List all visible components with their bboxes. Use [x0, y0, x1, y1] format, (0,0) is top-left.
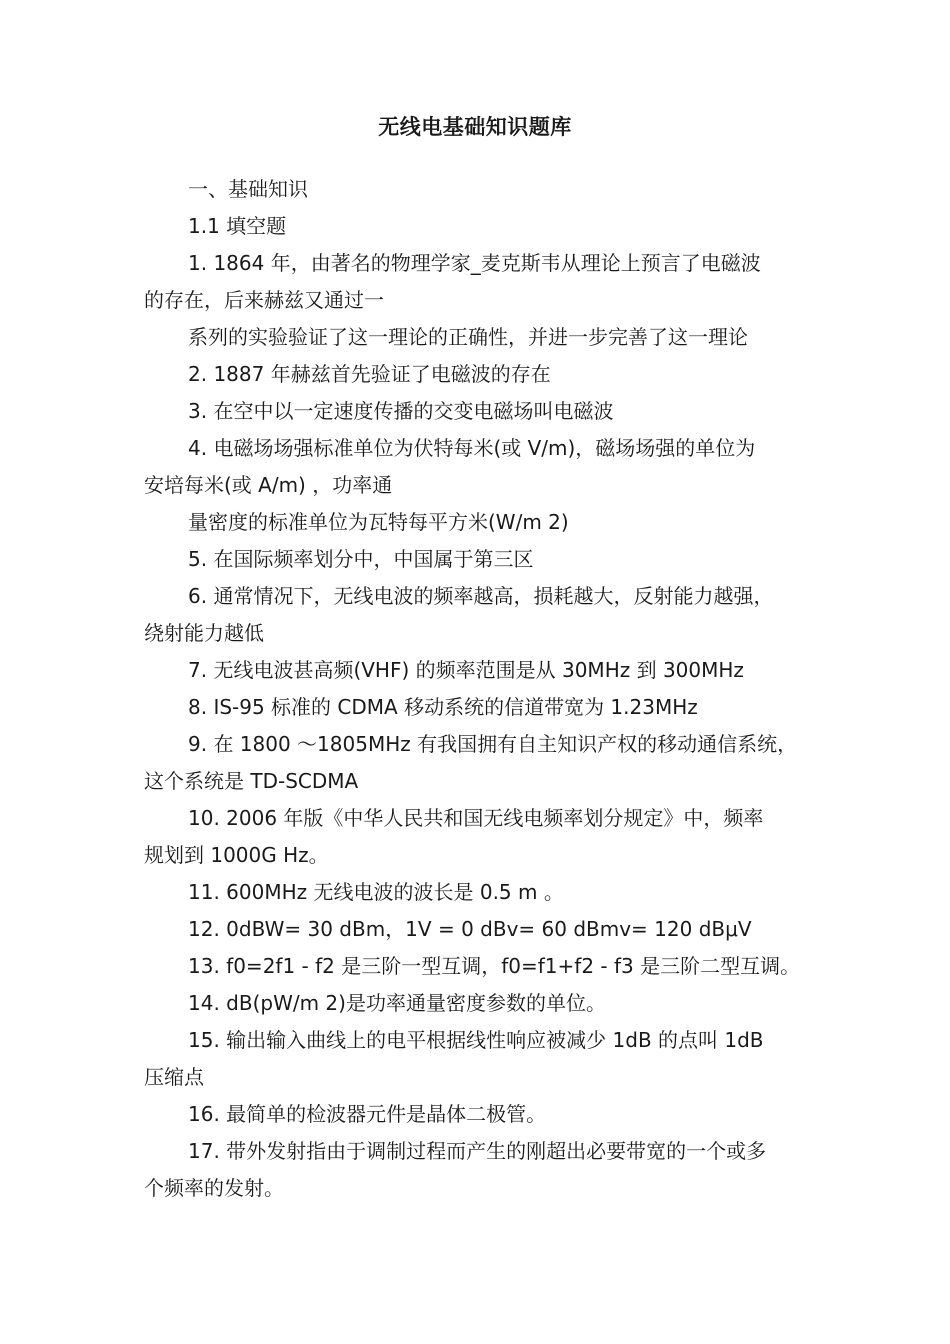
text-line: 5. 在国际频率划分中，中国属于第三区 [188, 547, 534, 571]
text-line: 8. IS-95 标准的 CDMA 移动系统的信道带宽为 1.23MHz [188, 695, 698, 719]
document-title: 无线电基础知识题库 [378, 115, 572, 139]
text-line: 系列的实验验证了这一理论的正确性，并进一步完善了这一理论 [188, 325, 748, 349]
text-line: 12. 0dBW= 30 dBm，1V = 0 dBv= 60 dBmv= 120 dBμV [188, 917, 752, 941]
text-line: 2. 1887 年赫兹首先验证了电磁波的存在 [188, 362, 551, 386]
text-line: 1. 1864 年，由著名的物理学家_麦克斯韦从理论上预言了电磁波 [188, 251, 761, 275]
text-line: 9. 在 1800 ～1805MHz 有我国拥有自主知识产权的移动通信系统， [188, 732, 798, 756]
text-line: 15. 输出输入曲线上的电平根据线性响应被减少 1dB 的点叫 1dB [188, 1028, 764, 1052]
text-line: 3. 在空中以一定速度传播的交变电磁场叫电磁波 [188, 399, 614, 423]
text-line: 13. f0=2f1 - f2 是三阶一型互调，f0=f1+f2 - f3 是三阶二型互调。 [188, 954, 801, 978]
text-line: 4. 电磁场场强标准单位为伏特每米(或 V/m)，磁场场强的单位为 [188, 436, 756, 460]
text-line: 的存在，后来赫兹又通过一 [144, 288, 384, 312]
text-line: 这个系统是 TD-SCDMA [144, 769, 359, 793]
text-line: 1.1 填空题 [188, 214, 287, 238]
text-line: 14. dB(pW/m 2)是功率通量密度参数的单位。 [188, 991, 606, 1015]
text-line: 16. 最简单的检波器元件是晶体二极管。 [188, 1102, 547, 1126]
text-line: 10. 2006 年版《中华人民共和国无线电频率划分规定》中，频率 [188, 806, 764, 830]
text-line: 压缩点 [144, 1065, 204, 1089]
text-line: 7. 无线电波甚高频(VHF) 的频率范围是从 30MHz 到 300MHz [188, 658, 744, 682]
text-line: 个频率的发射。 [144, 1176, 284, 1200]
text-line: 一、基础知识 [188, 177, 308, 201]
text-line: 绕射能力越低 [144, 621, 264, 645]
text-line: 17. 带外发射指由于调制过程而产生的刚超出必要带宽的一个或多 [188, 1139, 767, 1163]
text-line: 规划到 1000G Hz。 [144, 843, 329, 867]
document-body [144, 171, 824, 1207]
text-line: 安培每米(或 A/m) ，功率通 [144, 473, 393, 497]
text-line: 量密度的标准单位为瓦特每平方米(W/m 2) [188, 510, 569, 534]
text-line: 6. 通常情况下，无线电波的频率越高，损耗越大，反射能力越强， [188, 584, 774, 608]
text-line: 11. 600MHz 无线电波的波长是 0.5 m 。 [188, 880, 564, 904]
